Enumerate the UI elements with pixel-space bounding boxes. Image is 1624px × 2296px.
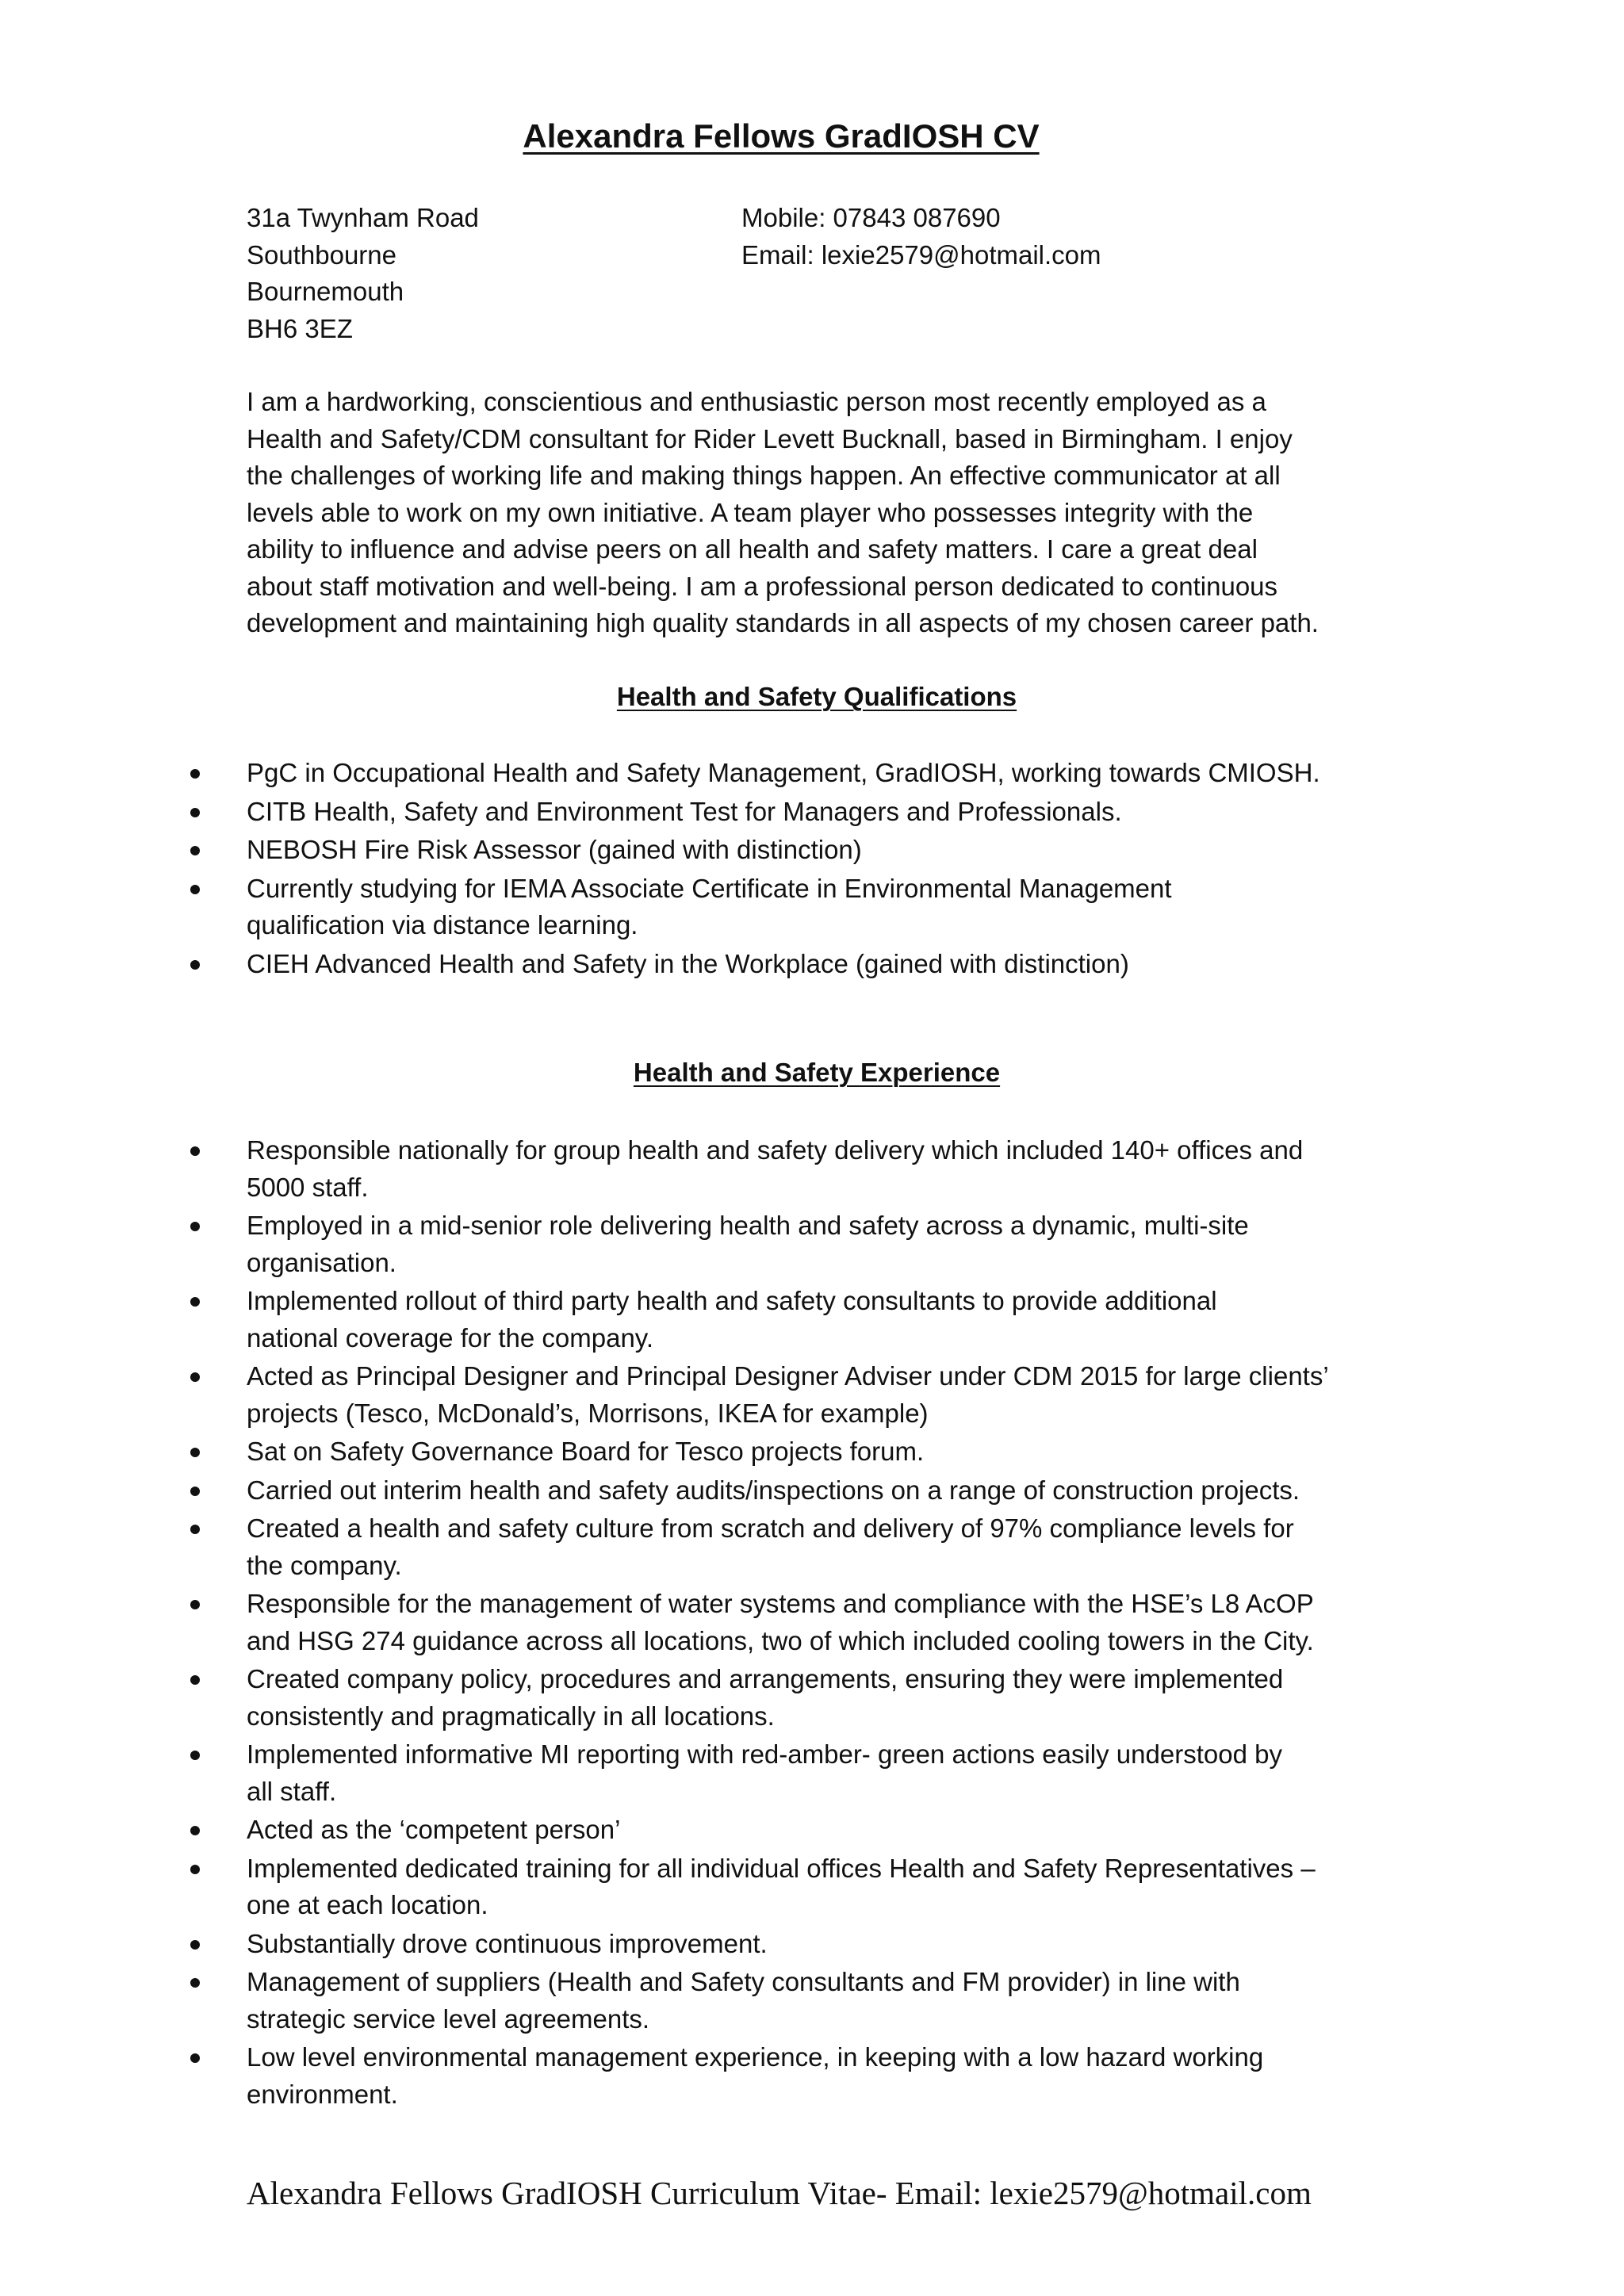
address-line: BH6 3EZ [247, 313, 353, 343]
address-line: Bournemouth [247, 277, 404, 306]
list-item-line: and HSG 274 guidance across all locations, two of which included cooling towers in the City. [247, 1625, 1314, 1655]
list-item-text [247, 946, 1420, 983]
list-item-text [247, 871, 1420, 944]
contact-block [741, 200, 1455, 274]
profile-line: Health and Safety/CDM consultant for Rider Levett Bucknall, based in Birmingham. I enjoy [247, 423, 1293, 453]
list-item [0, 2039, 1420, 2113]
list-item-line: Acted as the ‘competent person’ [247, 1815, 621, 1844]
bullet-icon [190, 885, 200, 894]
list-item-text [247, 1433, 1420, 1471]
list-item-text [247, 1586, 1420, 1659]
bullet-icon [190, 1940, 200, 1950]
list-item [0, 871, 1420, 944]
profile-line: levels able to work on my own initiative. A team player who possesses integrity with the [247, 497, 1254, 527]
list-item-text [247, 1736, 1420, 1810]
list-item-text [247, 1850, 1420, 1924]
list-item-line: PgC in Occupational Health and Safety Management, GradIOSH, working towards CMIOSH. [247, 758, 1320, 787]
bullet-icon [190, 1448, 200, 1457]
list-item [0, 1358, 1420, 1432]
bullet-icon [190, 1372, 200, 1382]
list-item-text [247, 1812, 1420, 1849]
list-item-text [247, 2039, 1420, 2113]
bullet-icon [190, 1978, 200, 1988]
list-item-text [247, 1283, 1420, 1357]
list-item-line: the company. [247, 1550, 402, 1580]
bullet-icon [190, 1751, 200, 1760]
bullet-icon [190, 1865, 200, 1874]
list-item-line: strategic service level agreements. [247, 2003, 650, 2034]
list-item-line: 5000 staff. [247, 1172, 369, 1202]
list-item-line: CITB Health, Safety and Environment Test for Managers and Professionals. [247, 796, 1122, 826]
list-item-line: Implemented dedicated training for all individual offices Health and Safety Representatives – [247, 1853, 1316, 1883]
cv-title: Alexandra Fellows GradIOSH CV [523, 117, 1040, 155]
list-item [0, 755, 1420, 792]
list-item-line: Implemented rollout of third party health and safety consultants to provide additional [247, 1286, 1217, 1315]
list-item-text [247, 1661, 1420, 1735]
list-item-line: one at each location. [247, 1890, 488, 1919]
bullet-icon [190, 808, 200, 817]
list-item [0, 946, 1420, 983]
bullet-icon [190, 1600, 200, 1609]
list-item-text [247, 755, 1420, 792]
list-item [0, 1207, 1420, 1281]
list-item [0, 1472, 1420, 1510]
list-item [0, 1132, 1420, 1206]
profile-line: ability to influence and advise peers on all health and safety matters. I care a great deal [247, 534, 1258, 564]
qualifications-heading: Health and Safety Qualifications [616, 682, 1017, 711]
list-item-line: CIEH Advanced Health and Safety in the Workplace (gained with distinction) [247, 948, 1129, 978]
list-item [0, 1433, 1420, 1471]
list-item-line: environment. [247, 2079, 398, 2109]
list-item-text [247, 1510, 1420, 1584]
bullet-icon [190, 1146, 200, 1156]
page-footer: Alexandra Fellows GradIOSH Curriculum Vitae- Email: lexie2579@hotmail.com [247, 2175, 1312, 2211]
bullet-icon [190, 1675, 200, 1685]
bullet-icon [190, 769, 200, 779]
bullet-icon [190, 1525, 200, 1534]
list-item-text [247, 1358, 1420, 1432]
list-item-text [247, 1132, 1420, 1206]
list-item-line: Implemented informative MI reporting with red-amber- green actions easily understood by [247, 1739, 1282, 1769]
email-address: Email: lexie2579@hotmail.com [741, 239, 1101, 270]
list-item-line: Responsible for the management of water systems and compliance with the HSE’s L8 AcOP [247, 1589, 1314, 1618]
list-item-line: Created a health and safety culture from scratch and delivery of 97% compliance levels for [247, 1513, 1294, 1543]
list-item-line: Substantially drove continuous improvement. [247, 1928, 768, 1958]
list-item-line: national coverage for the company. [247, 1322, 654, 1353]
profile-line: the challenges of working life and making things happen. An effective communicator at all [247, 461, 1281, 490]
address-block [247, 200, 722, 347]
list-item-line: consistently and pragmatically in all locations. [247, 1701, 775, 1731]
bullet-icon [190, 2053, 200, 2063]
list-item-line: all staff. [247, 1776, 337, 1806]
list-item [0, 1586, 1420, 1659]
list-item [0, 794, 1420, 831]
list-item [0, 1283, 1420, 1357]
profile-line: development and maintaining high quality standards in all aspects of my chosen career path. [247, 608, 1319, 637]
list-item-text [247, 832, 1420, 869]
list-item [0, 1964, 1420, 2038]
address-line: Southbourne [247, 239, 396, 270]
list-item [0, 832, 1420, 869]
list-item-line: organisation. [247, 1247, 396, 1277]
list-item-line: projects (Tesco, McDonald’s, Morrisons, IKEA for example) [247, 1398, 929, 1428]
list-item-line: Employed in a mid-senior role delivering health and safety across a dynamic, multi-site [247, 1211, 1249, 1240]
list-item-line: NEBOSH Fire Risk Assessor (gained with distinction) [247, 835, 862, 864]
bullet-icon [190, 1487, 200, 1496]
address-line: 31a Twynham Road [247, 203, 479, 232]
list-item-line: Currently studying for IEMA Associate Certificate in Environmental Management [247, 873, 1172, 903]
list-item-line: Acted as Principal Designer and Principal Designer Adviser under CDM 2015 for large clients’ [247, 1361, 1329, 1391]
list-item [0, 1926, 1420, 1963]
bullet-icon [190, 1222, 200, 1231]
list-item-text [247, 1207, 1420, 1281]
list-item [0, 1812, 1420, 1849]
list-item [0, 1661, 1420, 1735]
list-item-line: Low level environmental management experience, in keeping with a low hazard working [247, 2042, 1264, 2072]
list-item-line: Carried out interim health and safety audits/inspections on a range of construction projects. [247, 1475, 1300, 1505]
bullet-icon [190, 1826, 200, 1835]
profile-line: I am a hardworking, conscientious and enthusiastic person most recently employed as a [247, 387, 1266, 416]
list-item-text [247, 1926, 1420, 1963]
list-item-text [247, 794, 1420, 831]
list-item-text [247, 1472, 1420, 1510]
experience-list [0, 1132, 1624, 2114]
bullet-icon [190, 960, 200, 970]
profile-paragraph [247, 384, 1412, 642]
list-item [0, 1736, 1420, 1810]
list-item [0, 1510, 1420, 1584]
mobile-number: Mobile: 07843 087690 [741, 203, 1001, 232]
list-item-line: Responsible nationally for group health and safety delivery which included 140+ offices and [247, 1135, 1304, 1165]
list-item-line: Management of suppliers (Health and Safety consultants and FM provider) in line with [247, 1967, 1240, 1996]
list-item [0, 1850, 1420, 1924]
list-item-line: Created company policy, procedures and arrangements, ensuring they were implemented [247, 1664, 1284, 1693]
list-item-line: Sat on Safety Governance Board for Tesco projects forum. [247, 1437, 925, 1466]
bullet-icon [190, 846, 200, 855]
profile-line: about staff motivation and well-being. I am a professional person dedicated to continuous [247, 571, 1278, 601]
list-item-line: qualification via distance learning. [247, 910, 638, 939]
bullet-icon [190, 1297, 200, 1307]
qualifications-list [0, 755, 1624, 984]
list-item-text [247, 1964, 1420, 2038]
experience-heading: Health and Safety Experience [633, 1058, 1001, 1087]
